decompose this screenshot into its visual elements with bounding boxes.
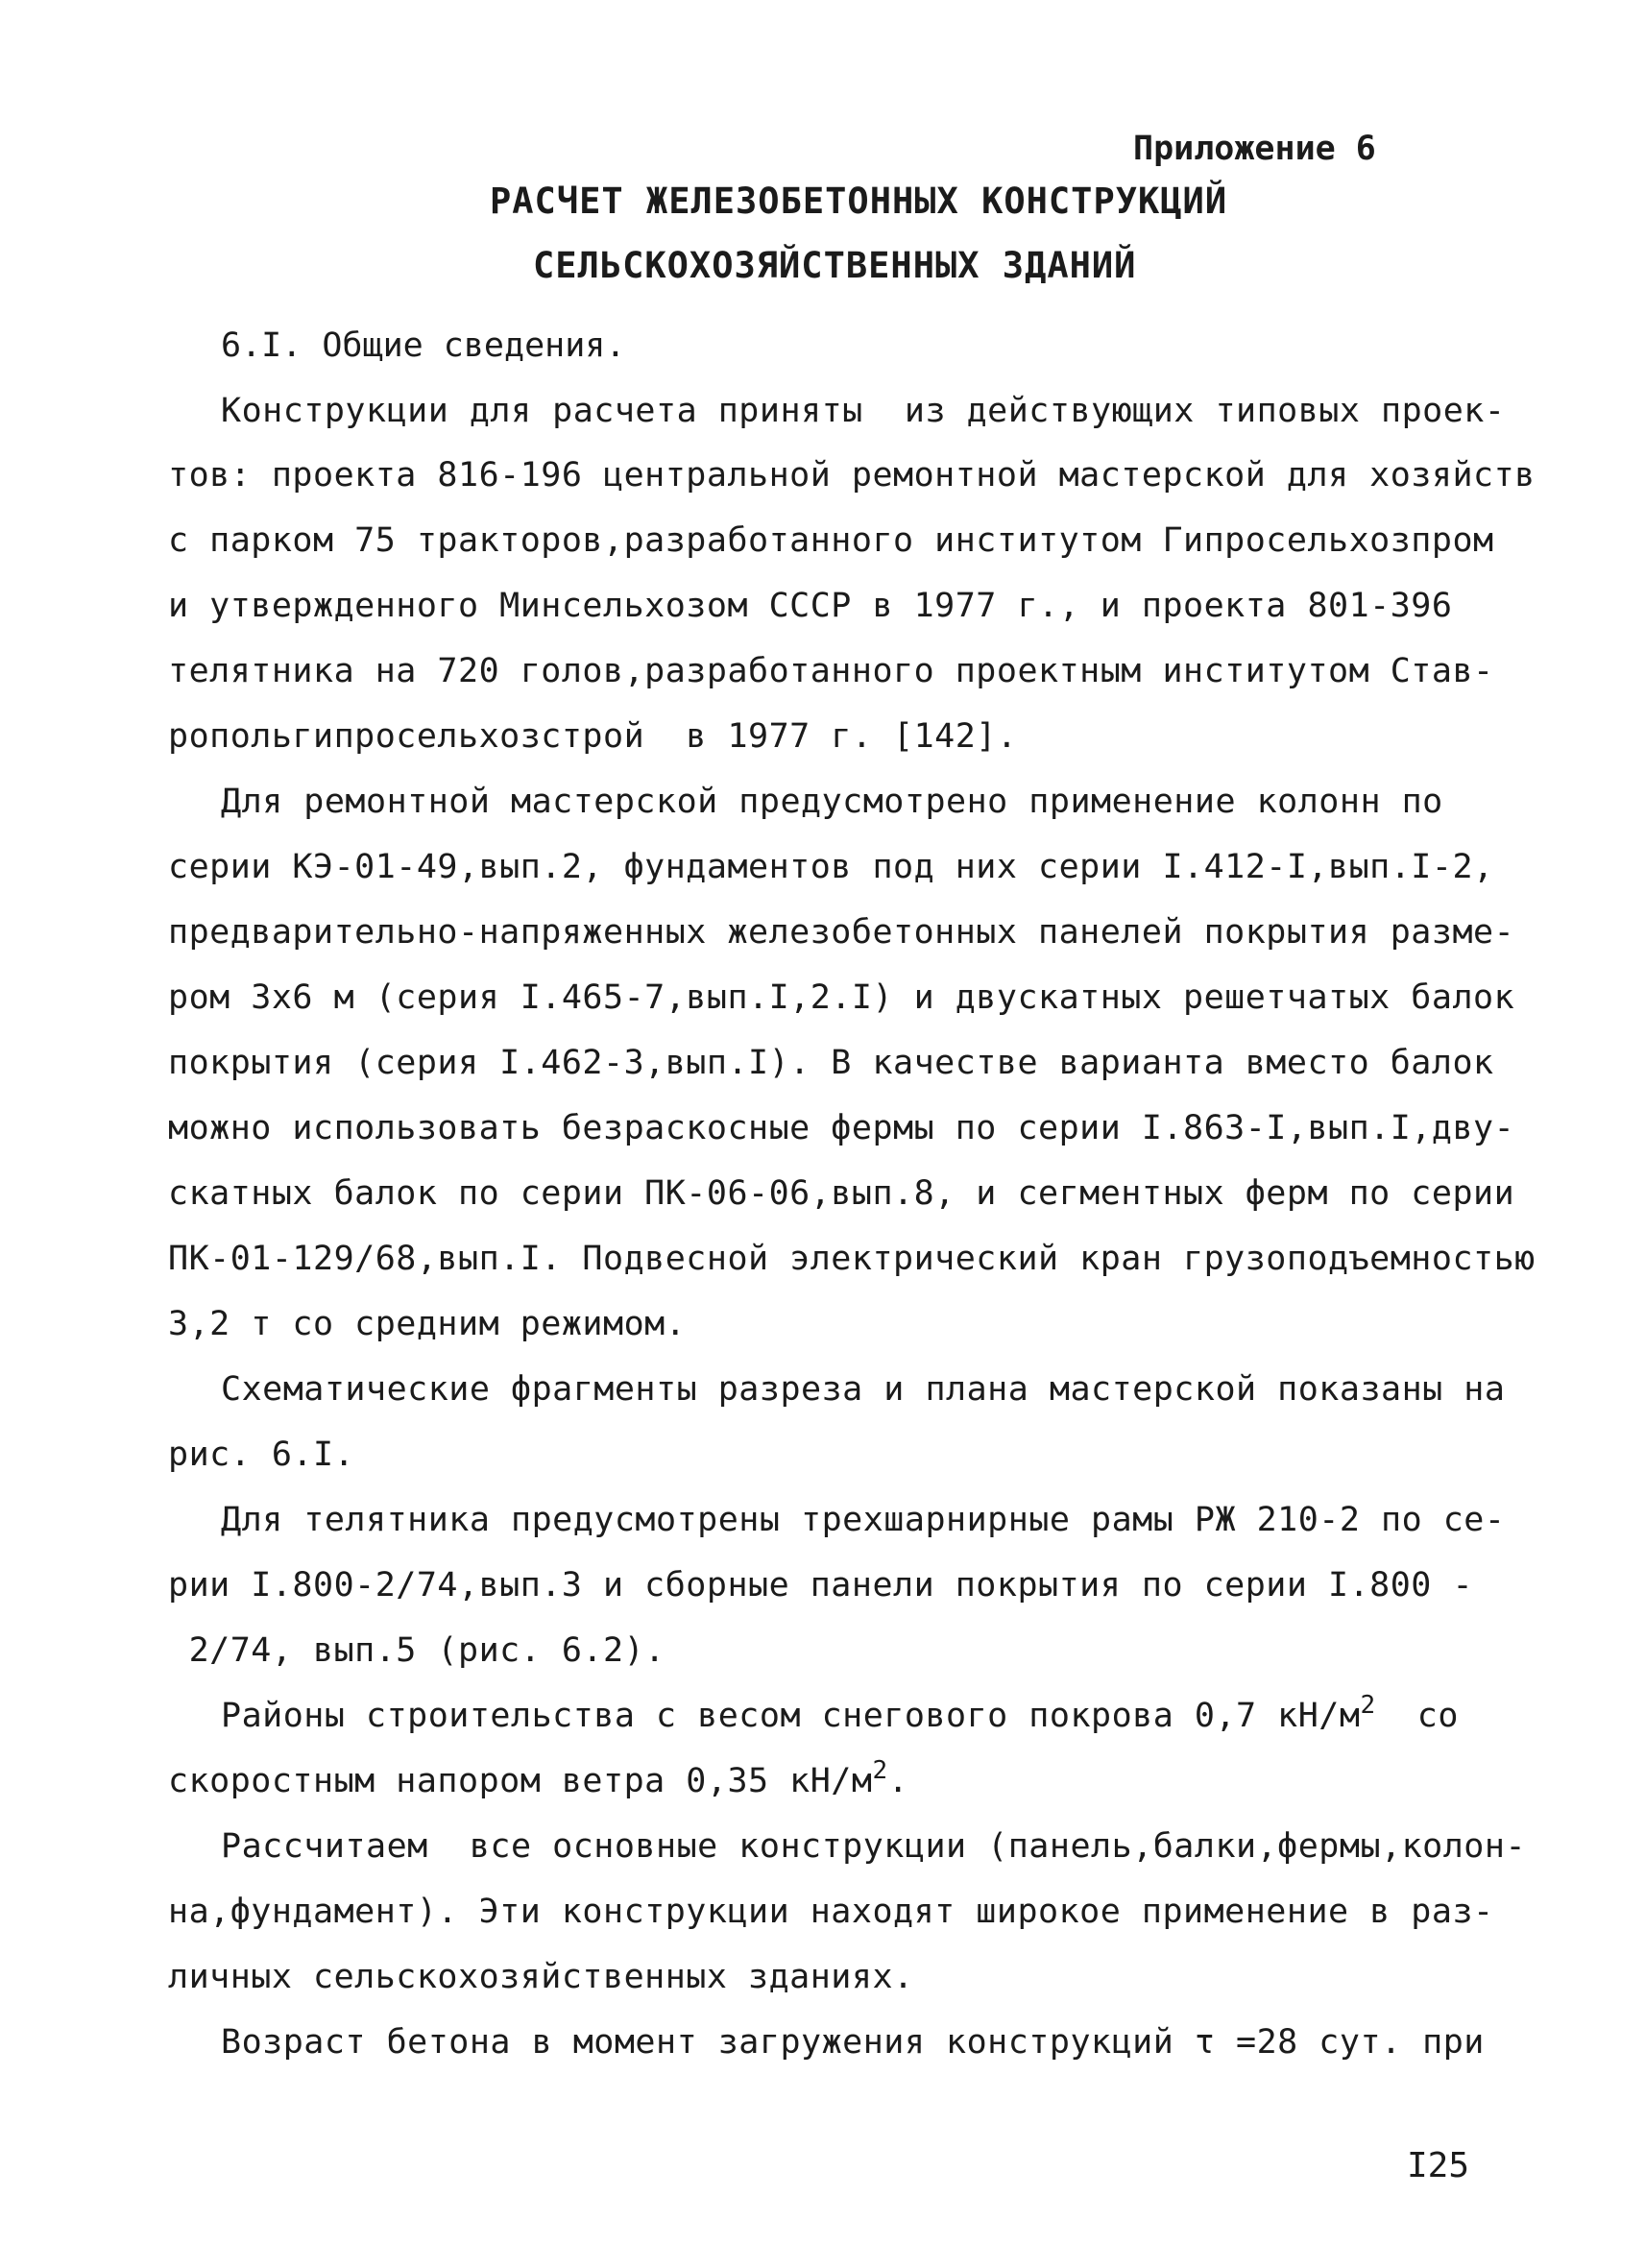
paragraph-2-line-2: серии КЭ-01-49,вып.2, фундаментов под них серии I.412-I,вып.I-2, [168,848,1494,886]
paragraph-5-line-2-text: скоростным напором ветра 0,35 кН/м [168,1762,873,1800]
paragraph-1-line-4: и утвержденного Минсельхозом СССР в 1977 г., и проекта 801-396 [168,587,1453,625]
paragraph-1-line-6: ропольгипросельхозстрой в 1977 г. [142]. [168,717,1018,756]
paragraph-7-line-1: Возраст бетона в момент загружения конструкций τ =28 сут. при [221,2023,1485,2062]
paragraph-6-line-3: личных сельскохозяйственных зданиях. [168,1958,914,1996]
paragraph-2-line-6: можно использовать безраскосные фермы по серии I.863-I,вып.I,дву- [168,1109,1515,1147]
paragraph-5-line-1-end: со [1375,1697,1459,1735]
paragraph-3-line-1: Схематические фрагменты разреза и плана мастерской показаны на [221,1370,1506,1409]
paragraph-2-line-5: покрытия (серия I.462-3,вып.I). В качестве варианта вместо балок [168,1044,1494,1082]
paragraph-4-line-1: Для телятника предусмотрены трехшарнирные рамы РЖ 210-2 по се- [221,1501,1506,1539]
paragraph-2-line-3: предварительно-напряженных железобетонных панелей покрытия разме- [168,913,1515,952]
paragraph-2-line-8: ПК-01-129/68,вып.I. Подвесной электрический кран грузоподъемностью [168,1240,1536,1278]
paragraph-6-line-1: Рассчитаем все основные конструкции (панель,балки,фермы,колон- [221,1827,1527,1866]
paragraph-4-line-2: рии I.800-2/74,вып.3 и сборные панели покрытия по серии I.800 - [168,1566,1474,1604]
paragraph-1-line-2: тов: проекта 816-196 центральной ремонтной мастерской для хозяйств [168,456,1536,495]
section-heading: 6.I. Общие сведения. [221,326,626,365]
paragraph-4-line-3: 2/74, вып.5 (рис. 6.2). [168,1631,665,1670]
paragraph-2-line-9: 3,2 т со средним режимом. [168,1305,687,1343]
paragraph-3-line-2: рис. 6.I. [168,1436,355,1474]
paragraph-1-line-3: с парком 75 тракторов,разработанного институтом Гипросельхозпром [168,521,1494,560]
paragraph-5-line-1 [221,1691,1459,1735]
superscript-square: 2 [872,1756,888,1785]
paragraph-2-line-7: скатных балок по серии ПК-06-06,вып.8, и сегментных ферм по серии [168,1174,1515,1213]
document-title-line-1: РАСЧЕТ ЖЕЛЕЗОБЕТОННЫХ КОНСТРУКЦИЙ [490,181,1228,222]
paragraph-1-line-5: телятника на 720 голов,разработанного проектным институтом Став- [168,652,1494,690]
paragraph-5-line-2-end: . [887,1762,909,1800]
paragraph-6-line-2: на,фундамент). Эти конструкции находят широкое применение в раз- [168,1893,1494,1931]
paragraph-2-line-4: ром 3х6 м (серия I.465-7,вып.I,2.I) и двускатных решетчатых балок [168,978,1515,1017]
paragraph-2-line-1: Для ремонтной мастерской предусмотрено применение колонн по [221,783,1443,821]
paragraph-5-line-1-text: Районы строительства с весом снегового покрова 0,7 кН/м [221,1697,1361,1735]
paragraph-5-line-2 [168,1756,909,1800]
document-title-line-2: СЕЛЬСКОХОЗЯЙСТВЕННЫХ ЗДАНИЙ [533,245,1137,286]
page-number: I25 [1407,2146,1470,2185]
paragraph-1-line-1: Конструкции для расчета приняты из действующих типовых проек- [221,392,1506,430]
superscript-square: 2 [1360,1691,1376,1720]
appendix-label: Приложение 6 [1133,130,1376,168]
